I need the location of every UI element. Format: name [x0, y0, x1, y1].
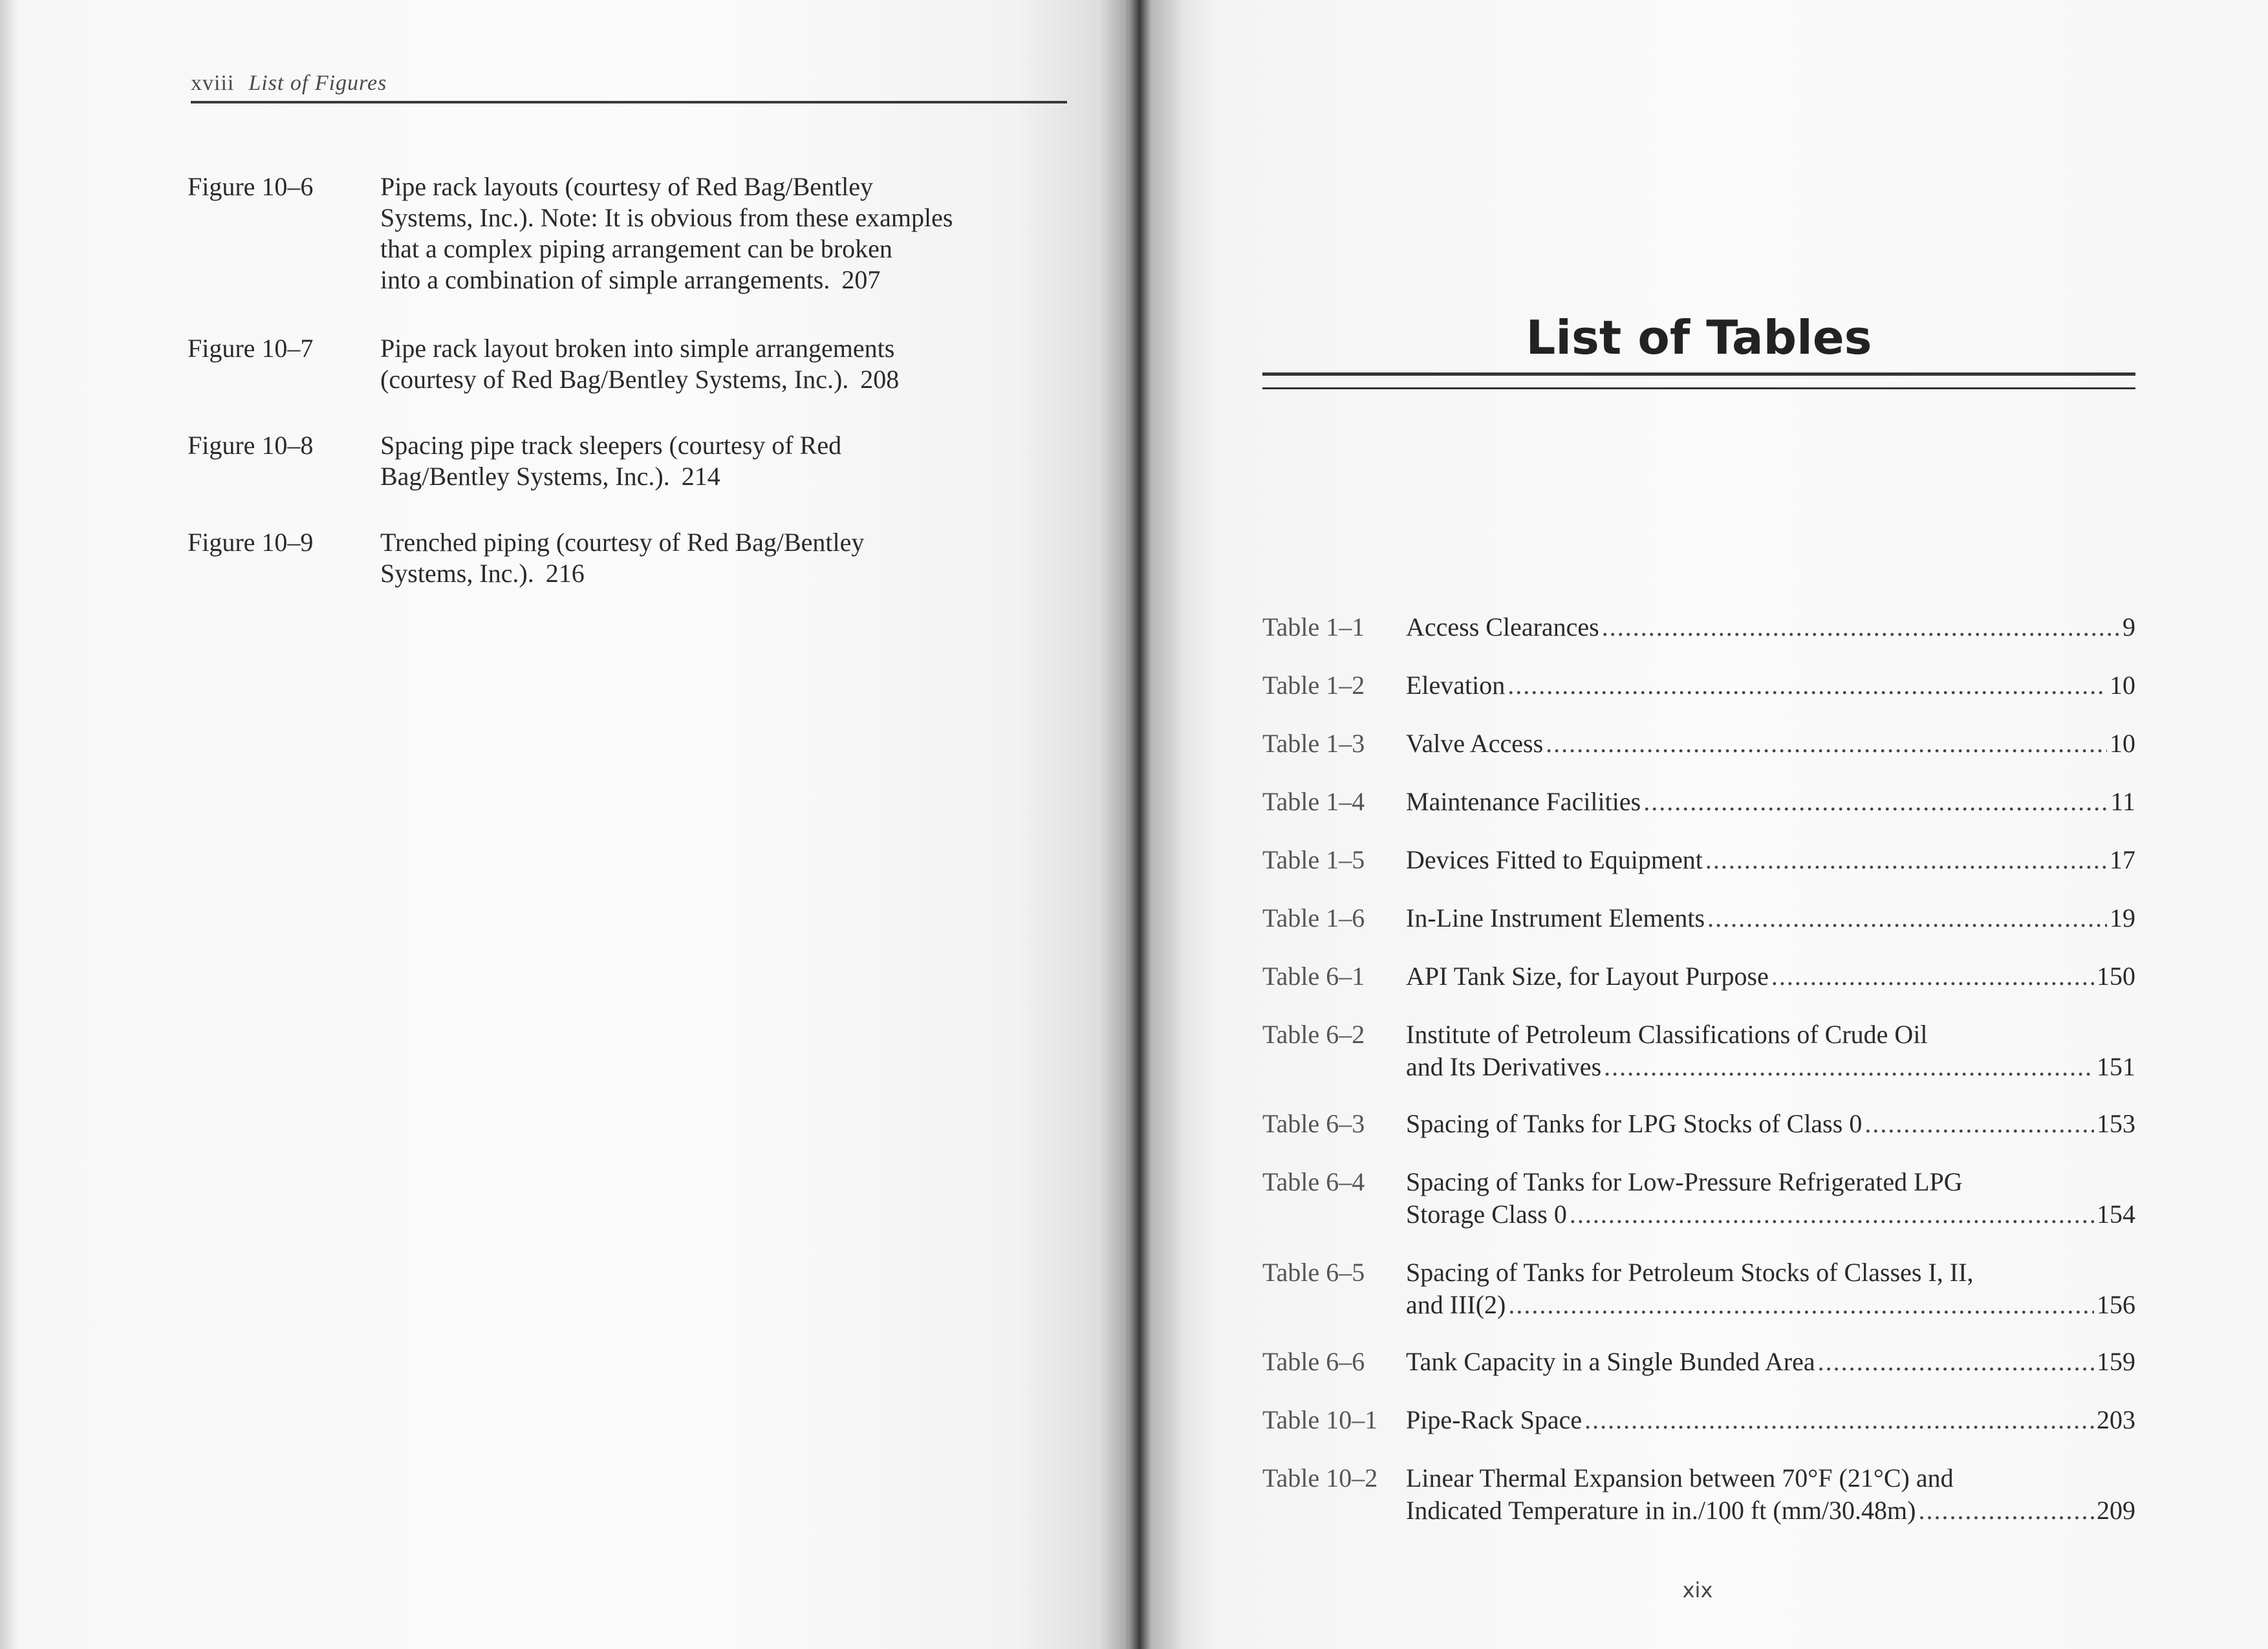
figure-number: Figure 10–8 [188, 431, 314, 460]
page-folio: xix [1682, 1578, 1713, 1602]
header-title: List of Figures [248, 71, 387, 95]
table-page-number: 9 [2122, 612, 2135, 641]
dot-leader [1864, 1108, 2094, 1140]
table-number: Table 1–5 [1262, 845, 1365, 874]
caption-line: Systems, Inc.). Note: It is obvious from these examples [380, 203, 953, 232]
table-page-number: 151 [2097, 1052, 2135, 1081]
dot-leader [1584, 1404, 2094, 1436]
caption-line: Bag/Bentley Systems, Inc.). [380, 462, 670, 491]
book-gutter-shadow [1099, 0, 1183, 1649]
figure-number: Figure 10–6 [188, 172, 314, 201]
table-title: Linear Thermal Expansion between 70°F (21°C) and [1406, 1463, 1954, 1493]
table-page-number: 10 [2110, 729, 2135, 758]
table-title: API Tank Size, for Layout Purpose [1406, 962, 1769, 991]
figure-caption [380, 171, 1079, 296]
dot-leader [1707, 902, 2107, 934]
dot-leader [1507, 669, 2107, 702]
caption-line: into a combination of simple arrangements. [380, 265, 830, 294]
dot-leader [1705, 844, 2107, 876]
figure-caption [380, 333, 1079, 395]
caption-line: that a complex piping arrangement can be broken [380, 234, 892, 263]
table-page-number: 154 [2097, 1200, 2135, 1229]
table-page-number: 209 [2097, 1496, 2135, 1525]
table-page-number: 11 [2110, 787, 2135, 816]
caption-line: Pipe rack layout broken into simple arrangements [380, 334, 895, 363]
figure-page-number: 208 [860, 365, 900, 394]
table-number: Table 1–3 [1262, 729, 1365, 758]
table-number: Table 1–1 [1262, 612, 1365, 641]
dot-leader [1818, 1346, 2094, 1378]
table-page-number: 17 [2110, 845, 2135, 874]
table-number: Table 6–2 [1262, 1020, 1365, 1049]
table-page-number: 19 [2110, 903, 2135, 932]
table-title: and III(2) [1406, 1290, 1506, 1319]
dot-leader [1602, 611, 2120, 643]
header-folio: xviii [191, 71, 235, 95]
caption-line: Spacing pipe track sleepers (courtesy of Red [380, 431, 842, 460]
table-page-number: 10 [2110, 671, 2135, 700]
figure-caption [380, 430, 1079, 492]
table-number: Table 1–2 [1262, 671, 1365, 700]
table-page-number: 203 [2097, 1405, 2135, 1434]
table-title: Devices Fitted to Equipment [1406, 845, 1703, 874]
table-number: Table 1–4 [1262, 787, 1365, 816]
table-page-number: 150 [2097, 962, 2135, 991]
table-title: Pipe-Rack Space [1406, 1405, 1582, 1434]
table-number: Table 6–1 [1262, 962, 1365, 991]
figure-page-number: 207 [841, 265, 881, 294]
table-title: Indicated Temperature in in./100 ft (mm/30.48m) [1406, 1496, 1916, 1525]
table-number: Table 10–2 [1262, 1463, 1378, 1493]
right-page [1138, 0, 2268, 1649]
dot-leader [1918, 1494, 2094, 1527]
dot-leader [1570, 1198, 2094, 1231]
table-title: Tank Capacity in a Single Bunded Area [1406, 1347, 1815, 1376]
table-number: Table 6–5 [1262, 1258, 1365, 1287]
table-page-number: 156 [2097, 1290, 2135, 1319]
table-title: Institute of Petroleum Classifications of Crude Oil [1406, 1020, 1928, 1049]
table-title: and Its Derivatives [1406, 1052, 1602, 1081]
table-number: Table 6–6 [1262, 1347, 1365, 1376]
caption-line: (courtesy of Red Bag/Bentley Systems, Inc.). [380, 365, 849, 394]
table-number: Table 1–6 [1262, 903, 1365, 932]
caption-line: Trenched piping (courtesy of Red Bag/Bentley [380, 528, 865, 557]
caption-line: Systems, Inc.). [380, 559, 534, 588]
table-title: Valve Access [1406, 729, 1544, 758]
figure-page-number: 216 [545, 559, 585, 588]
left-page [0, 0, 1129, 1649]
table-title: Storage Class 0 [1406, 1200, 1567, 1229]
figure-number: Figure 10–9 [188, 528, 314, 557]
table-title: Spacing of Tanks for LPG Stocks of Class 0 [1406, 1109, 1863, 1138]
dot-leader [1771, 960, 2094, 993]
table-number: Table 6–3 [1262, 1109, 1365, 1138]
dot-leader [1508, 1289, 2094, 1321]
table-title: Access Clearances [1406, 612, 1599, 641]
table-page-number: 159 [2097, 1347, 2135, 1376]
table-title: Spacing of Tanks for Petroleum Stocks of Classes I, II, [1406, 1258, 1974, 1287]
figure-page-number: 214 [681, 462, 720, 491]
figure-caption [380, 527, 1079, 589]
running-header [191, 71, 1067, 103]
dot-leader [1604, 1051, 2094, 1083]
title-double-rule [1262, 372, 2135, 389]
figure-number: Figure 10–7 [188, 334, 314, 363]
table-title: Maintenance Facilities [1406, 787, 1641, 816]
table-page-number: 153 [2097, 1109, 2135, 1138]
table-number: Table 6–4 [1262, 1167, 1365, 1196]
dot-leader [1643, 786, 2108, 818]
table-title: Elevation [1406, 671, 1506, 700]
table-title: Spacing of Tanks for Low-Pressure Refrigerated LPG [1406, 1167, 1963, 1196]
table-number: Table 10–1 [1262, 1405, 1378, 1434]
page-title: List of Tables [1526, 310, 1872, 365]
caption-line: Pipe rack layouts (courtesy of Red Bag/Bentley [380, 172, 874, 201]
dot-leader [1546, 727, 2107, 760]
table-title: In-Line Instrument Elements [1406, 903, 1705, 932]
